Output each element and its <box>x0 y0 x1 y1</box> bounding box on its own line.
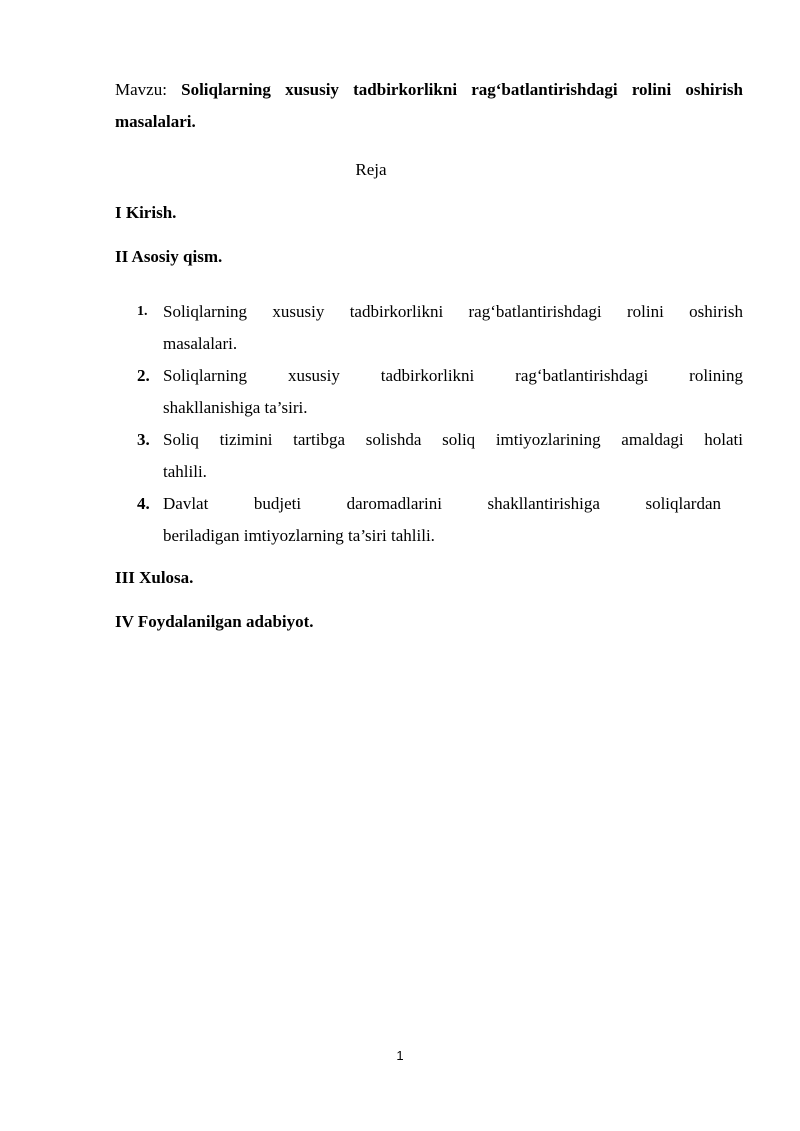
topic-title: Soliqlarning xususiy tadbirkorlikni rag‘batlantirishdagi rolini oshirish masalalari. <box>115 80 743 131</box>
list-item <box>115 488 743 552</box>
list-item-text-continued: beriladigan imtiyozlarning ta’siri tahlili. <box>163 526 435 545</box>
section-introduction: I Kirish. <box>115 203 177 222</box>
list-item-number: 3. <box>137 430 150 449</box>
section-references: IV Foydalanilgan adabiyot. <box>115 612 314 631</box>
plan-title: Reja <box>355 160 387 179</box>
topic-line <box>115 74 743 138</box>
section-conclusion: III Xulosa. <box>115 568 194 587</box>
list-item-text: Davlat budjeti daromadlarini shakllantirishiga soliqlardan <box>163 494 721 513</box>
list-item-text-continued: tahlili. <box>163 462 207 481</box>
list-item-text: Soliqlarning xususiy tadbirkorlikni rag‘batlantirishdagi rolini oshirish <box>163 302 743 321</box>
list-item <box>115 360 743 424</box>
list-item-number: 4. <box>137 494 150 513</box>
list-item <box>115 296 743 360</box>
list-item <box>115 424 743 488</box>
page-number: 1 <box>396 1048 404 1063</box>
list-item-text-continued: masalalari. <box>163 334 238 353</box>
list-item-text: Soliq tizimini tartibga solishda soliq imtiyozlarining amaldagi holati <box>163 430 743 449</box>
list-item-number: 2. <box>137 366 150 385</box>
list-item-text-continued: shakllanishiga ta’siri. <box>163 398 308 417</box>
topic-prefix: Mavzu: <box>115 80 182 99</box>
list-item-text: Soliqlarning xususiy tadbirkorlikni rag‘batlantirishdagi rolining <box>163 366 743 385</box>
plan-list <box>115 296 743 552</box>
list-item-number: 1. <box>137 304 148 319</box>
section-main-part: II Asosiy qism. <box>115 247 223 266</box>
